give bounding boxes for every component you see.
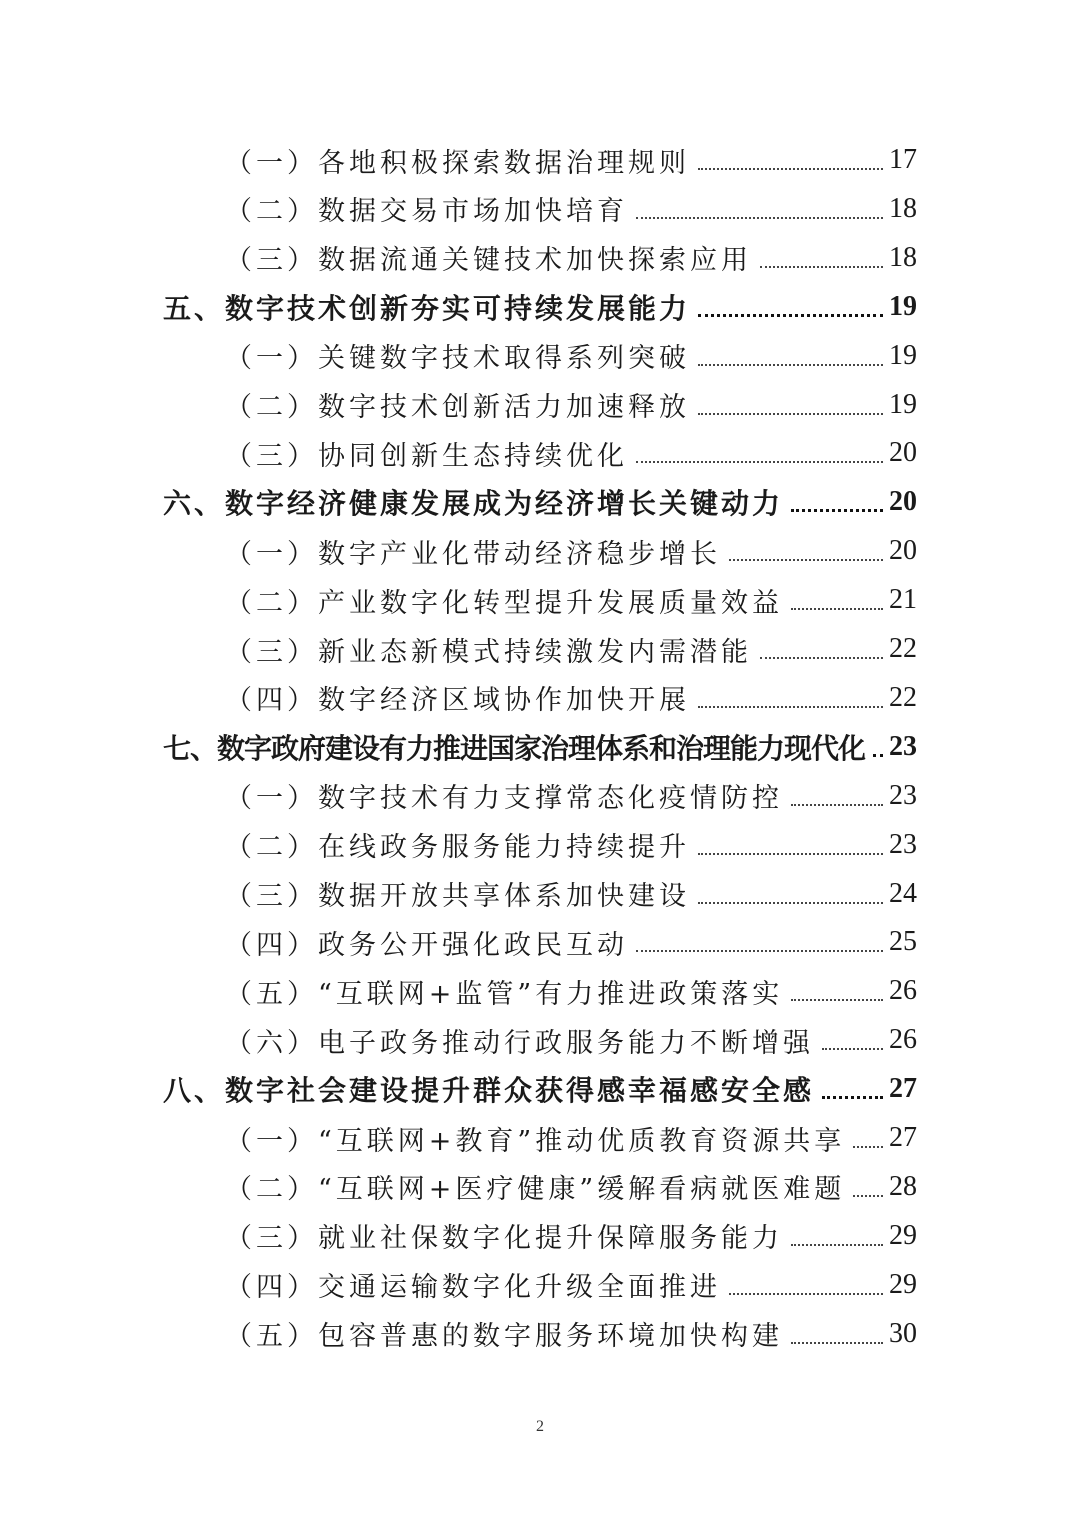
toc-dot-leader — [760, 266, 883, 268]
toc-entry-prefix: （三） — [225, 440, 318, 472]
toc-entry-page-number: 26 — [889, 1024, 917, 1056]
toc-entry-page-number: 24 — [889, 877, 917, 909]
toc-section-entry[interactable] — [225, 1265, 917, 1305]
toc-entry-page-number: 21 — [889, 584, 917, 616]
toc-entry-page-number: 18 — [889, 192, 917, 224]
toc-chapter-entry[interactable] — [163, 482, 917, 522]
toc-entry-page-number: 23 — [889, 828, 917, 860]
toc-section-entry[interactable] — [225, 580, 917, 620]
toc-entry-title: 数据流通关键技术加快探索应用 — [318, 245, 752, 277]
toc-entry-page-number: 27 — [889, 1073, 917, 1105]
toc-dot-leader — [853, 1146, 883, 1148]
toc-entry-prefix: 七、 — [163, 731, 218, 765]
toc-entry-title: 数字技术有力支撑常态化疫情防控 — [318, 783, 783, 815]
toc-dot-leader — [636, 217, 883, 219]
toc-entry-title: “互联网+教育”推动优质教育资源共享 — [318, 1125, 846, 1157]
toc-section-entry[interactable] — [225, 874, 917, 914]
toc-section-entry[interactable] — [225, 385, 917, 425]
toc-entry-title: 数字产业化带动经济稳步增长 — [318, 538, 721, 570]
toc-entry-prefix: （五） — [225, 1321, 318, 1353]
toc-entry-prefix: （三） — [225, 245, 318, 277]
toc-dot-leader — [822, 1096, 883, 1099]
toc-dot-leader — [791, 804, 883, 806]
toc-entry-prefix: （二） — [225, 196, 318, 228]
toc-entry-page-number: 22 — [889, 681, 917, 713]
toc-entry-title: 数字经济健康发展成为经济增长关键动力 — [225, 487, 784, 521]
toc-entry-page-number: 25 — [889, 926, 917, 958]
toc-entry-title: 新业态新模式持续激发内需潜能 — [318, 636, 752, 668]
toc-dot-leader — [698, 853, 883, 855]
toc-chapter-entry[interactable] — [163, 727, 917, 767]
toc-section-entry[interactable] — [225, 1314, 917, 1354]
toc-entry-prefix: （四） — [225, 1272, 318, 1304]
toc-entry-title: 数字社会建设提升群众获得感幸福感安全感 — [225, 1074, 815, 1108]
toc-section-entry[interactable] — [225, 1020, 917, 1060]
page-number: 2 — [536, 1418, 544, 1435]
toc-entry-prefix: （二） — [225, 392, 318, 423]
toc-entry-prefix: （六） — [225, 1027, 318, 1059]
toc-chapter-entry[interactable] — [163, 1069, 917, 1109]
toc-entry-title: 就业社保数字化提升保障服务能力 — [318, 1223, 783, 1255]
toc-dot-leader — [791, 1342, 883, 1344]
toc-entry-title: “互联网+监管”有力推进政策落实 — [318, 978, 784, 1010]
toc-entry-title: 各地积极探索数据治理规则 — [318, 147, 690, 179]
toc-dot-leader — [698, 902, 883, 904]
toc-dot-leader — [729, 1293, 883, 1295]
toc-dot-leader — [791, 509, 883, 512]
toc-section-entry[interactable] — [225, 140, 917, 180]
toc-dot-leader — [760, 657, 883, 659]
toc-section-entry[interactable] — [225, 629, 917, 669]
toc-section-entry[interactable] — [225, 1216, 917, 1256]
toc-entry-title: 产业数字化转型提升发展质量效益 — [318, 587, 783, 619]
toc-section-entry[interactable] — [225, 971, 917, 1011]
toc-entry-page-number: 19 — [889, 290, 917, 322]
toc-section-entry[interactable] — [225, 776, 917, 816]
toc-entry-prefix: （一） — [225, 1125, 318, 1157]
toc-entry-prefix: （五） — [225, 978, 318, 1010]
toc-entry-prefix: （一） — [225, 147, 318, 179]
toc-entry-title: 数字经济区域协作加快开展 — [318, 685, 690, 717]
toc-chapter-entry[interactable] — [163, 287, 917, 327]
toc-entry-prefix: 八、 — [163, 1074, 226, 1108]
toc-entry-title: 交通运输数字化升级全面推进 — [318, 1272, 721, 1304]
toc-entry-title: 数据交易市场加快培育 — [318, 196, 628, 228]
toc-entry-prefix: 六、 — [163, 487, 226, 521]
toc-entry-page-number: 20 — [889, 486, 917, 518]
toc-entry-page-number: 23 — [889, 730, 917, 762]
toc-section-entry[interactable] — [225, 678, 917, 718]
toc-dot-leader — [791, 608, 883, 610]
toc-dot-leader — [698, 706, 883, 708]
toc-entry-title: 数字技术创新夯实可持续发展能力 — [225, 291, 691, 325]
toc-entry-page-number: 30 — [889, 1317, 917, 1349]
toc-dot-leader — [636, 950, 883, 952]
toc-entry-title: 数字技术创新活力加速释放 — [318, 392, 690, 423]
toc-entry-page-number: 19 — [889, 339, 917, 371]
toc-dot-leader — [873, 754, 883, 757]
toc-section-entry[interactable] — [225, 1118, 917, 1158]
toc-entry-title: 在线政务服务能力持续提升 — [318, 832, 690, 864]
toc-entry-prefix: （二） — [225, 1174, 318, 1206]
toc-entry-prefix: （三） — [225, 881, 318, 912]
toc-entry-prefix: （二） — [225, 832, 318, 864]
toc-entry-prefix: （四） — [225, 685, 318, 717]
toc-entry-page-number: 18 — [889, 241, 917, 273]
toc-entry-prefix: 五、 — [163, 291, 226, 325]
toc-entry-prefix: （三） — [225, 636, 318, 668]
toc-dot-leader — [822, 1048, 883, 1050]
toc-entry-title: 数字政府建设有力推进国家治理体系和治理能力现代化 — [217, 731, 866, 765]
toc-entry-page-number: 28 — [889, 1170, 917, 1202]
toc-entry-page-number: 27 — [889, 1122, 917, 1153]
toc-entry-title: 包容普惠的数字服务环境加快构建 — [318, 1321, 783, 1353]
toc-entry-prefix: （一） — [225, 783, 318, 815]
toc-entry-prefix: （二） — [225, 587, 318, 619]
toc-section-entry[interactable] — [225, 1167, 917, 1207]
toc-entry-page-number: 19 — [889, 388, 917, 420]
toc-section-entry[interactable] — [225, 922, 917, 962]
toc-entry-prefix: （三） — [225, 1223, 318, 1255]
toc-entry-prefix: （一） — [225, 343, 318, 375]
toc-entry-page-number: 17 — [889, 144, 917, 175]
toc-dot-leader — [698, 364, 883, 366]
toc-entry-page-number: 20 — [889, 535, 917, 567]
toc-dot-leader — [791, 999, 883, 1001]
toc-entry-title: 协同创新生态持续优化 — [318, 440, 628, 472]
toc-entry-title: 电子政务推动行政服务能力不断增强 — [318, 1027, 814, 1059]
toc-entry-prefix: （四） — [225, 929, 318, 961]
toc-entry-title: “互联网+医疗健康”缓解看病就医难题 — [318, 1174, 846, 1206]
toc-section-entry[interactable] — [225, 336, 917, 376]
toc-dot-leader — [791, 1244, 883, 1246]
toc-dot-leader — [698, 168, 883, 170]
toc-entry-page-number: 29 — [889, 1219, 917, 1251]
toc-dot-leader — [636, 461, 883, 463]
toc-dot-leader — [853, 1195, 883, 1197]
toc-section-entry[interactable] — [225, 433, 917, 473]
toc-entry-prefix: （一） — [225, 538, 318, 570]
toc-dot-leader — [698, 413, 883, 415]
toc-entry-title: 政务公开强化政民互动 — [318, 929, 628, 961]
toc-entry-page-number: 22 — [889, 633, 917, 664]
toc-entry-title: 关键数字技术取得系列突破 — [318, 343, 690, 375]
toc-section-entry[interactable] — [225, 238, 917, 278]
toc-entry-title: 数据开放共享体系加快建设 — [318, 881, 690, 912]
toc-entry-page-number: 26 — [889, 975, 917, 1007]
toc-section-entry[interactable] — [225, 531, 917, 571]
toc-entry-page-number: 20 — [889, 437, 917, 469]
toc-dot-leader — [729, 559, 883, 561]
toc-section-entry[interactable] — [225, 189, 917, 229]
toc-dot-leader — [698, 314, 883, 317]
toc-section-entry[interactable] — [225, 825, 917, 865]
toc-entry-page-number: 29 — [889, 1268, 917, 1300]
toc-entry-page-number: 23 — [889, 779, 917, 811]
